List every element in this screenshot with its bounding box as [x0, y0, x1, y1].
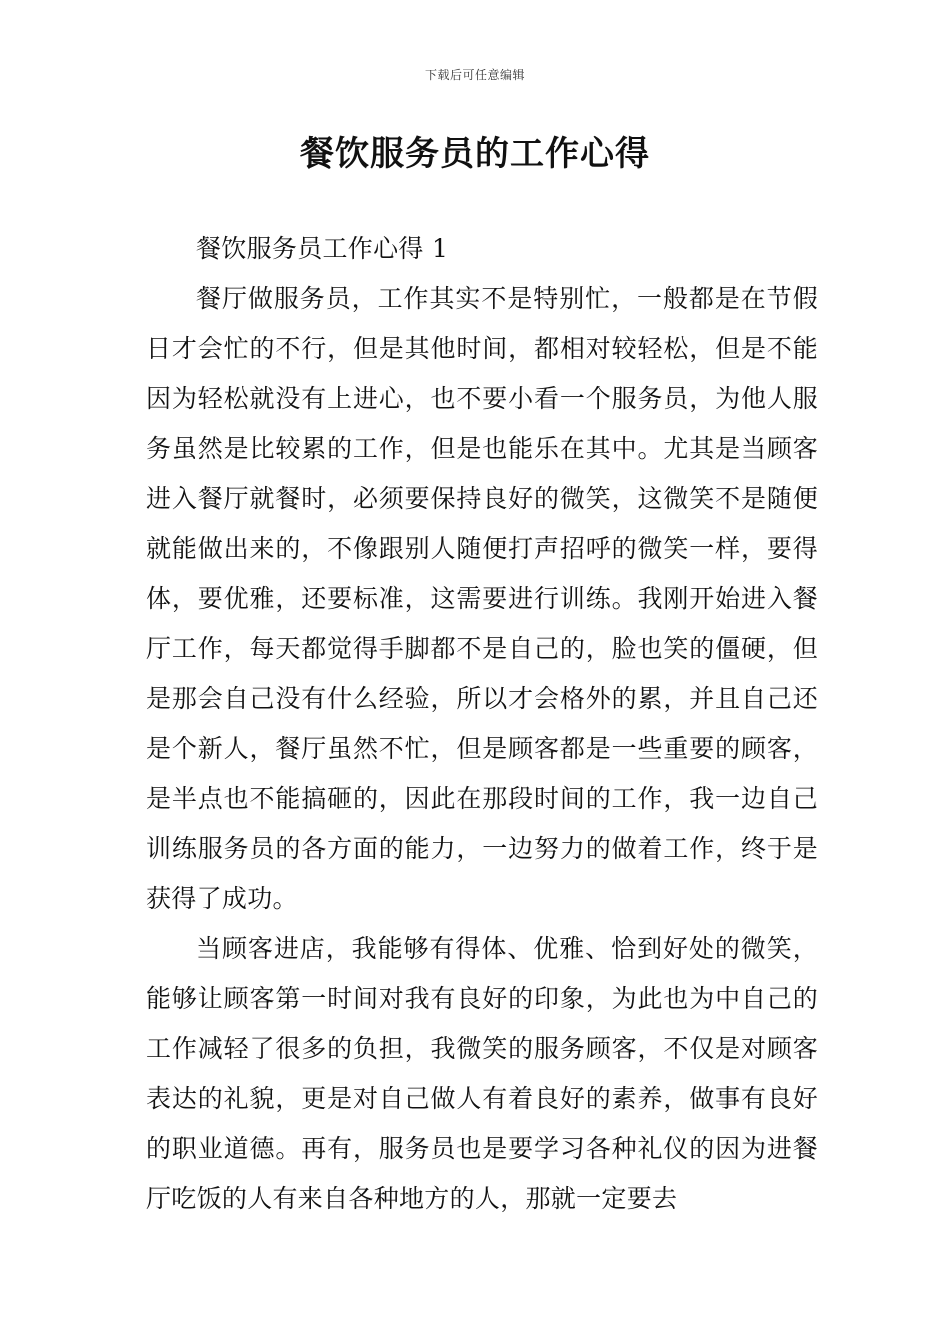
document-title: 餐饮服务员的工作心得 [300, 134, 650, 174]
body-paragraph: 当顾客进店，我能够有得体、优雅、恰到好处的微笑，能够让顾客第一时间对我有良好的印象，为此也为中自己的工作减轻了很多的负担，我微笑的服务顾客，不仅是对顾客表达的礼貌，更是对自己做人有着良好的素养，做事有良好的职业道德。再有，服务员也是要学习各种礼仪的因为进餐厅吃饭的人有来自各种地方的人，那就一定要去 [146, 934, 818, 1213]
section-heading: 餐饮服务员工作心得 1 [196, 234, 449, 263]
document-body [146, 224, 818, 1224]
header-note: 下载后可任意编辑 [424, 68, 525, 82]
body-paragraph: 餐厅做服务员，工作其实不是特别忙，一般都是在节假日才会忙的不行，但是其他时间，都相对较轻松，但是不能因为轻松就没有上进心，也不要小看一个服务员，为他人服务虽然是比较累的工作，但是也能乐在其中。尤其是当顾客进入餐厅就餐时，必须要保持良好的微笑，这微笑不是随便就能做出来的，不像跟别人随便打声招呼的微笑一样，要得体，要优雅，还要标准，这需要进行训练。我刚开始进入餐厅工作，每天都觉得手脚都不是自己的，脸也笑的僵硬，但是那会自己没有什么经验，所以才会格外的累，并且自己还是个新人，餐厅虽然不忙，但是顾客都是一些重要的顾客，是半点也不能搞砸的，因此在那段时间的工作，我一边自己训练服务员的各方面的能力，一边努力的做着工作，终于是获得了成功。 [146, 284, 818, 913]
